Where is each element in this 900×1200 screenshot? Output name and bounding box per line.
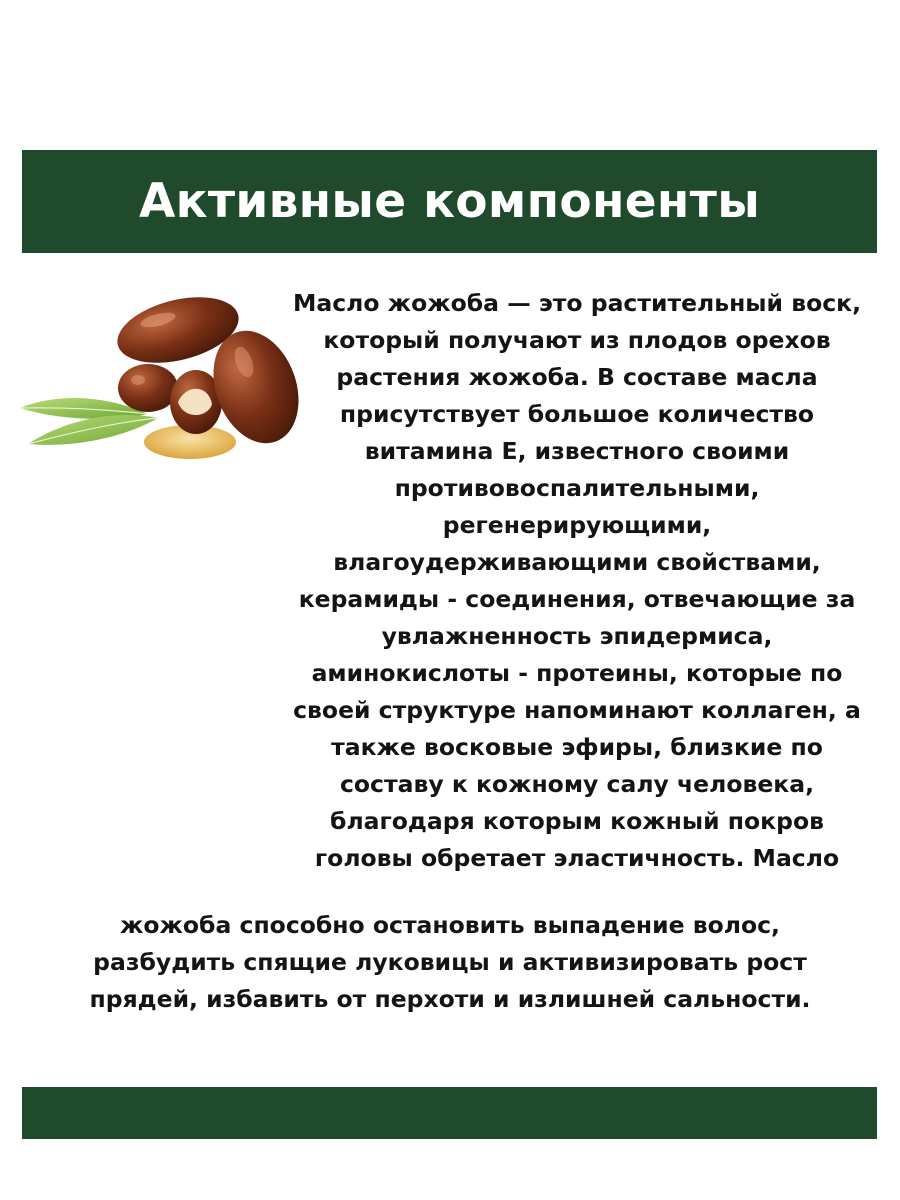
footer-banner: [22, 1087, 877, 1139]
description-line: своей структуре напоминают коллаген, а: [293, 696, 861, 724]
description-line: жожоба способно остановить выпадение волос,: [120, 911, 780, 939]
description-line: головы обретает эластичность. Масло: [314, 844, 840, 872]
description-line: керамиды - соединения, отвечающие за: [298, 585, 856, 613]
description-line: увлажненность эпидермиса,: [381, 622, 773, 650]
description-line: благодаря которым кожный покров: [330, 807, 824, 835]
description-text-full: [60, 907, 840, 1018]
description-line: растения жожоба. В составе масла: [336, 363, 818, 391]
jojoba-nuts-and-leaves-icon: [18, 292, 308, 472]
description-line: прядей, избавить от перхоти и излишней сальности.: [89, 985, 811, 1013]
description-text-right: [272, 285, 882, 877]
description-line: аминокислоты - протеины, которые по: [311, 659, 843, 687]
header-banner: [22, 150, 877, 253]
description-line: присутствует большое количество: [339, 400, 815, 428]
description-line: витамина Е, известного своими: [364, 437, 790, 465]
description-line: регенерирующими,: [442, 511, 712, 539]
description-line: Масло жожоба — это растительный воск,: [292, 289, 862, 317]
description-line: влагоудерживающими свойствами,: [333, 548, 821, 576]
description-line: противовоспалительными,: [394, 474, 760, 502]
description-line: также восковые эфиры, близкие по: [331, 733, 823, 761]
description-line: который получают из плодов орехов: [323, 326, 831, 354]
description-line: разбудить спящие луковицы и активизировать рост: [93, 948, 807, 976]
description-line: составу к кожному салу человека,: [339, 770, 815, 798]
page-title: Активные компоненты: [138, 174, 761, 229]
